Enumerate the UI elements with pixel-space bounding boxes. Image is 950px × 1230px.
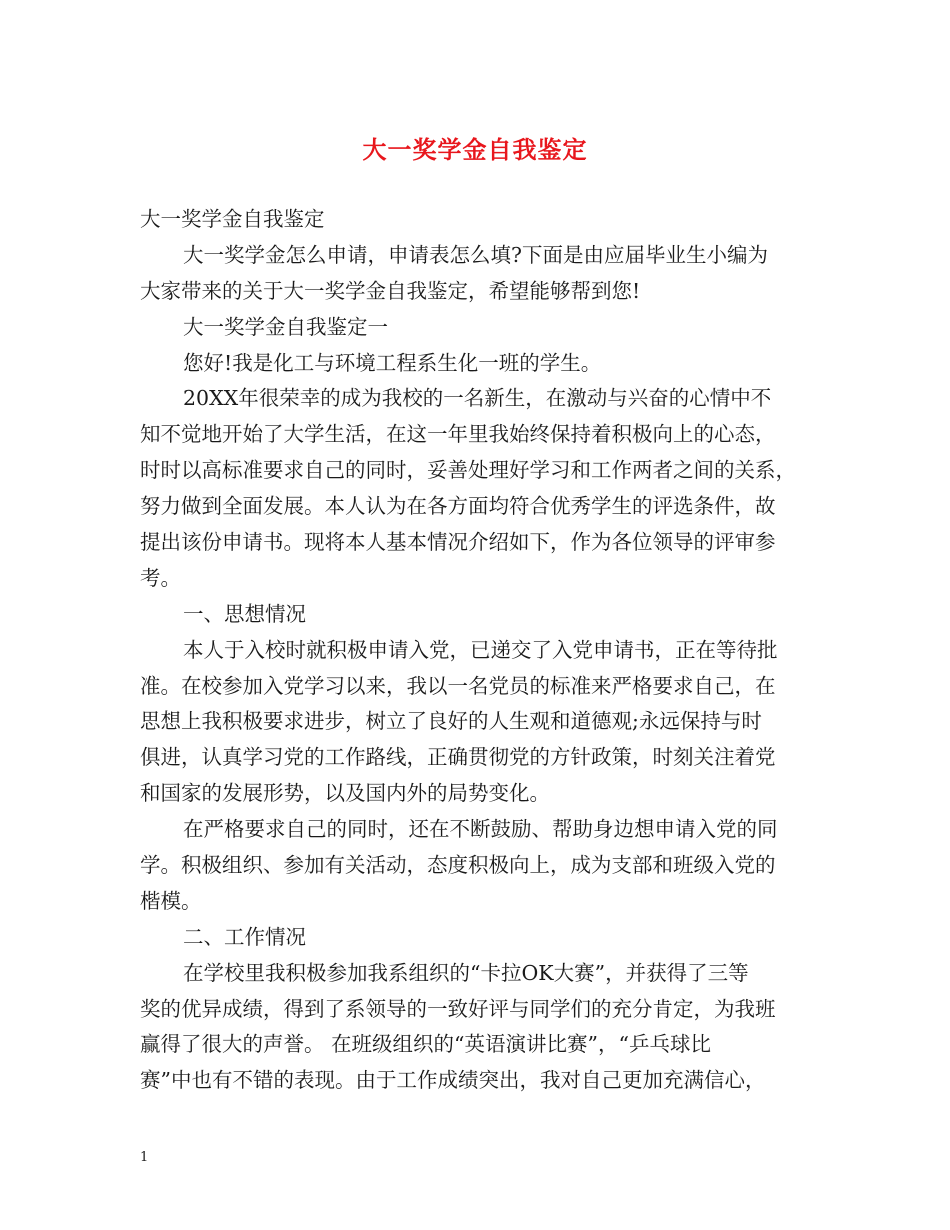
- body-line: 在学校里我积极参加我系组织的“卡拉OK大赛”，并获得了三等: [183, 960, 749, 985]
- body-line: 提出该份申请书。现将本人基本情况介绍如下，作为各位领导的评审参: [140, 530, 776, 555]
- body-line: 本人于入校时就积极申请入党，已递交了入党申请书，正在等待批: [183, 637, 778, 662]
- body-line: 大家带来的关于大一奖学金自我鉴定，希望能够帮到您!: [140, 278, 641, 303]
- body-line: 知不觉地开始了大学生活，在这一年里我始终保持着积极向上的心态，: [140, 422, 776, 447]
- body-line: 赛”中也有不错的表现。由于工作成绩突出，我对自己更加充满信心，: [140, 1068, 766, 1093]
- document-body: [140, 202, 830, 1099]
- body-line: 俱进，认真学习党的工作路线，正确贯彻党的方针政策，时刻关注着党: [140, 745, 776, 770]
- body-line: 20XX年很荣幸的成为我校的一名新生，在激动与兴奋的心情中不: [183, 386, 772, 411]
- body-line: 和国家的发展形势，以及国内外的局势变化。: [140, 781, 550, 806]
- body-line: 您好!我是化工与环境工程系生化一班的学生。: [183, 350, 602, 375]
- body-line: 大一奖学金怎么申请，申请表怎么填?下面是由应届毕业生小编为: [183, 242, 768, 267]
- page-number: 1: [140, 1150, 149, 1165]
- section-heading: 一、思想情况: [183, 601, 306, 626]
- section-heading: 大一奖学金自我鉴定一: [183, 314, 388, 339]
- body-line: 时时以高标准要求自己的同时，妥善处理好学习和工作两者之间的关系，: [140, 458, 796, 483]
- body-line: 思想上我积极要求进步，树立了良好的人生观和道德观;永远保持与时: [140, 709, 762, 734]
- body-line: 在严格要求自己的同时，还在不断鼓励、帮助身边想申请入党的同: [183, 817, 778, 842]
- body-line: 大一奖学金自我鉴定: [140, 207, 325, 231]
- body-line: 赢得了很大的声誉。 在班级组织的“英语演讲比赛”，“乒乓球比: [140, 1032, 711, 1057]
- body-line: 奖的优异成绩，得到了系领导的一致好评与同学们的充分肯定，为我班: [140, 996, 776, 1021]
- section-heading: 二、工作情况: [183, 924, 306, 949]
- body-line: 努力做到全面发展。本人认为在各方面均符合优秀学生的评选条件，故: [140, 494, 776, 519]
- body-line: 考。: [140, 565, 181, 590]
- body-line: 学。积极组织、参加有关活动，态度积极向上，成为支部和班级入党的: [140, 853, 776, 878]
- body-line: 准。在校参加入党学习以来，我以一名党员的标准来严格要求自己，在: [140, 673, 776, 698]
- body-line: 楷模。: [140, 888, 202, 913]
- document-title: 大一奖学金自我鉴定: [362, 136, 588, 164]
